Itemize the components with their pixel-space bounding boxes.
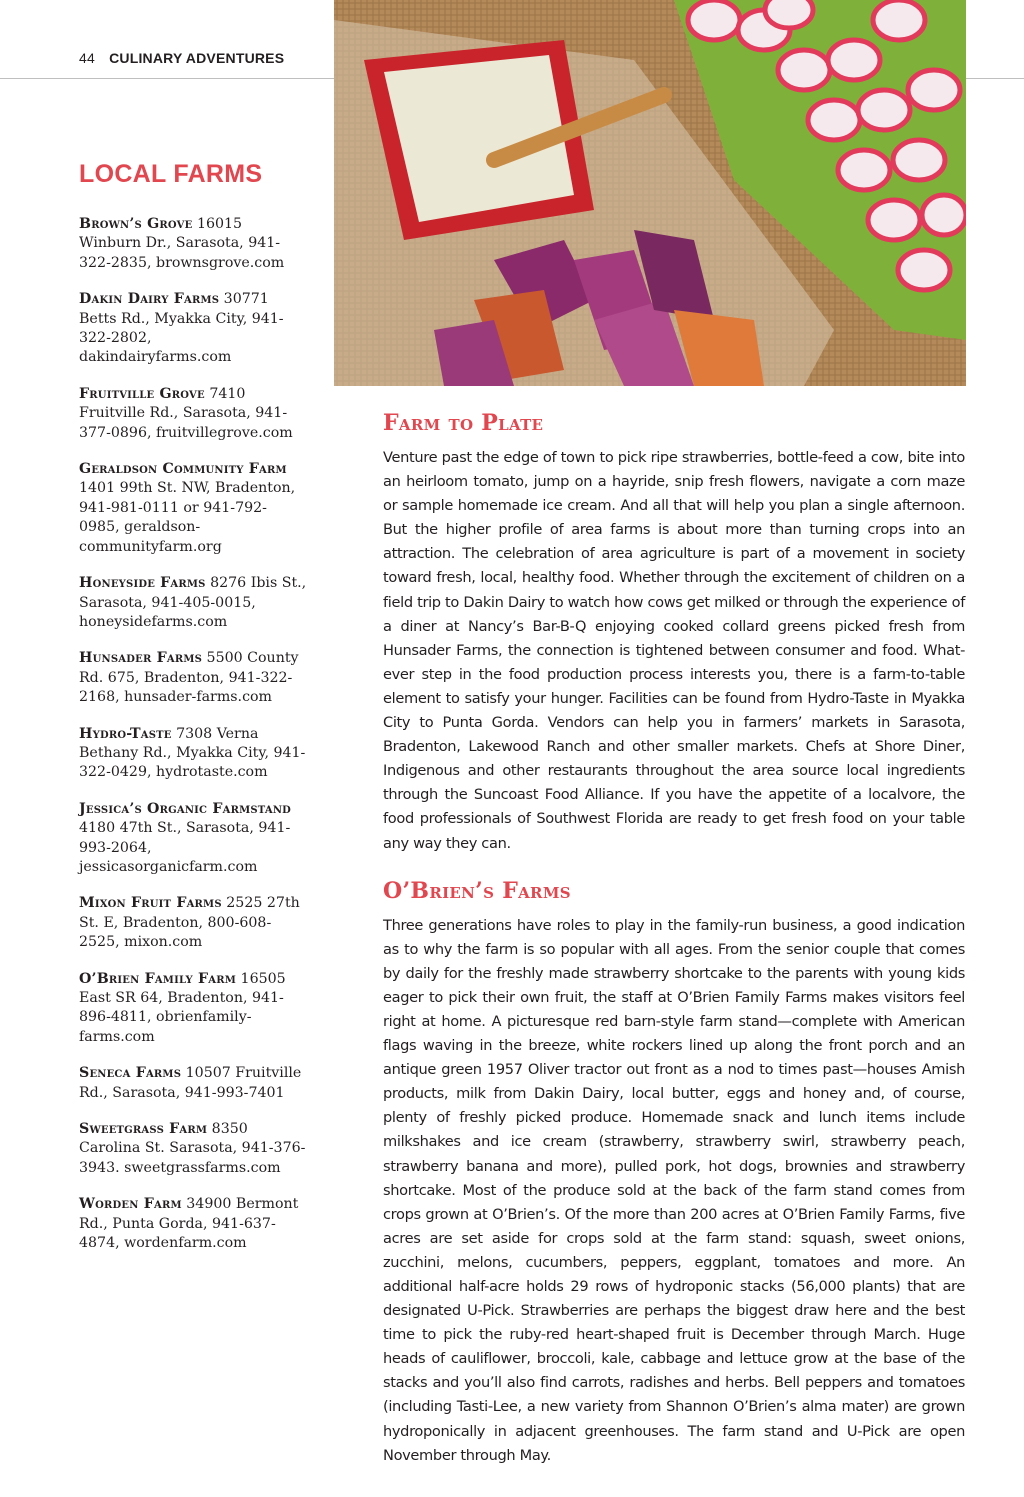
farm-details: 16505 East SR 64, Bradenton, 941-896-4811, obrienfamily-farms.com [79,970,286,1045]
farm-entry [79,574,307,632]
farm-details: 7308 Verna Bethany Rd., Myakka City, 941-322-0429, hydrotaste.com [79,725,306,781]
farm-to-plate-body: Venture past the edge of town to pick ripe strawberries, bottle-feed a cow, bite into an heirloom tomato, jump on a hayride, snip fresh flowers, navigate a corn maze or sample homemade ice cream. And all that will help you plan a single afternoon. But the higher profile of area farms is about more than turning crops into an attraction. The celebration of area agriculture is part of a movement in society toward fresh, local, healthy food. Whether through the excitement of children on a field trip to Dakin Dairy to watch how cows get milked or through the experience of a diner at Nancy’s Bar-B-Q enjoying cooked collard greens picked fresh from Hunsader Farms, the connection is tightened between consumer and food. What-ever step in the food production process interests you, there is a farm-to-table element to satisfy your hunger. Facilities can be found from Hydro-Taste in Myakka City to Punta Gorda. Vendors can help you in farmers’ markets in Sarasota, Bradenton, Lakewood Ranch and other smaller markets. Chefs at Shore Diner, Indigenous and other restaurants throughout the area source local ingredients through the Suncoast Food Alliance. If you have the appetite of a localvore, the food professionals of Southwest Florida are ready to get fresh food on your table any way they can. [383,449,965,852]
farm-entry [79,215,307,273]
farm-entry [79,1195,307,1253]
farm-entry [79,800,307,878]
farm-to-plate-heading: Farm to Plate [383,410,544,436]
farm-name: Jessica’s Organic Farmstand [79,800,292,817]
farm-details: 8276 Ibis St., Sarasota, 941-405-0015, honeysidefarms.com [79,575,307,630]
main-article [383,410,965,1468]
farm-entry [79,385,307,443]
farm-name: Honeyside Farms [79,575,206,592]
section-title: CULINARY ADVENTURES [109,50,285,66]
farm-details: 5500 County Rd. 675, Bradenton, 941-322-2168, hunsader-farms.com [79,650,299,706]
farm-name: Mixon Fruit Farms [79,895,222,912]
farm-name: O’Brien Family Farm [79,970,237,987]
farm-details: 4180 47th St., Sarasota, 941-993-2064, jessicasorganicfarm.com [79,820,291,875]
farm-details: 1401 99th St. NW, Bradenton, 941-981-0111 or 941-792-0985, geraldson-communityfarm.org [79,480,296,555]
farm-entry [79,1064,307,1103]
farm-entry [79,725,307,783]
obriens-farms-body: Three generations have roles to play in the family-run business, a good indication as to why the farm is so popular with all ages. From the senior couple that comes by daily for the freshly made strawberry shortcake to the parents with young kids eager to pick their own fruit, the staff at O’Brien Family Farms makes visitors feel right at home. A picturesque red barn-style farm stand—complete with American flags waving in the breeze, white rockers lined up along the front porch and an antique green 1957 Oliver tractor out front as a nod to times past—houses Amish products, milk from Dakin Dairy, local butter, eggs and honey and, of course, plenty of freshly picked produce. Homemade snack and lunch items include milkshakes and ice cream (strawberry, strawberry swirl, strawberry peach, strawberry banana and more), pulled pork, hot dogs, brownies and strawberry shortcake. Most of the produce sold at the back of the farm stand comes from crops grown at O’Brien’s. Of the more than 200 acres at O’Brien Family Farms, five acres are set aside for crops sold at the farm stand: squash, sweet onions, zucchini, melons, cucumbers, peppers, eggplant, tomatoes and more. An additional half-acre holds 29 rows of hydroponic stacks (56,000 plants) that are designated U-Pick. Strawberries are perhaps the biggest draw here and the best time to pick the ruby-red heart-shaped fruit is December through March. Huge heads of cauliflower, broccoli, kale, cabbage and lettuce grow at the base of the stacks and you’ll also find carrots, radishes and herbs. Bell peppers and tomatoes (including Tasti-Lee, a new variety from Shannon O’Brien’s alma mater) are grown hydroponically in adjacent greenhouses. The farm stand and U-Pick are open November through May. [383,916,965,1464]
farm-entry [79,894,307,952]
local-farms-sidebar [79,160,307,1270]
farm-details: 8350 Carolina St. Sarasota, 941-376-3943. sweetgrassfarms.com [79,1121,306,1176]
farm-details: 10507 Fruitville Rd., Sarasota, 941-993-7401 [79,1065,302,1101]
sidebar-title: LOCAL FARMS [79,160,263,188]
food-photo-icon [334,0,966,386]
farm-name: Sweetgrass Farm [79,1121,208,1138]
running-head [79,50,284,66]
food-photo [334,0,966,386]
farm-details: 34900 Bermont Rd., Punta Gorda, 941-637-4874, wordenfarm.com [79,1196,299,1252]
farm-entry [79,290,307,368]
farm-details: 2525 27th St. E, Bradenton, 800-608-2525, mixon.com [79,895,300,951]
farm-details: 7410 Fruitville Rd., Sarasota, 941-377-0896, fruitvillegrove.com [79,385,293,441]
farm-name: Dakin Dairy Farms [79,291,220,308]
farm-name: Hunsader Farms [79,650,203,667]
farm-details: 30771 Betts Rd., Myakka City, 941-322-2802, dakindairyfarms.com [79,291,284,366]
farm-entry [79,970,307,1048]
obriens-farms-heading: O’Brien’s Farms [383,877,571,904]
farm-details: 16015 Winburn Dr., Sarasota, 941-322-2835, brownsgrove.com [79,216,285,271]
farm-name: Brown’s Grove [79,216,193,232]
farm-name: Seneca Farms [79,1065,182,1082]
farm-name: Hydro-Taste [79,725,172,742]
farm-name: Geraldson Community Farm [79,461,287,478]
farm-entry [79,1120,307,1178]
page-number: 44 [79,50,95,66]
farm-entry [79,649,307,707]
farm-name: Fruitville Grove [79,385,205,402]
farm-name: Worden Farm [79,1196,182,1213]
farm-entry [79,460,307,557]
